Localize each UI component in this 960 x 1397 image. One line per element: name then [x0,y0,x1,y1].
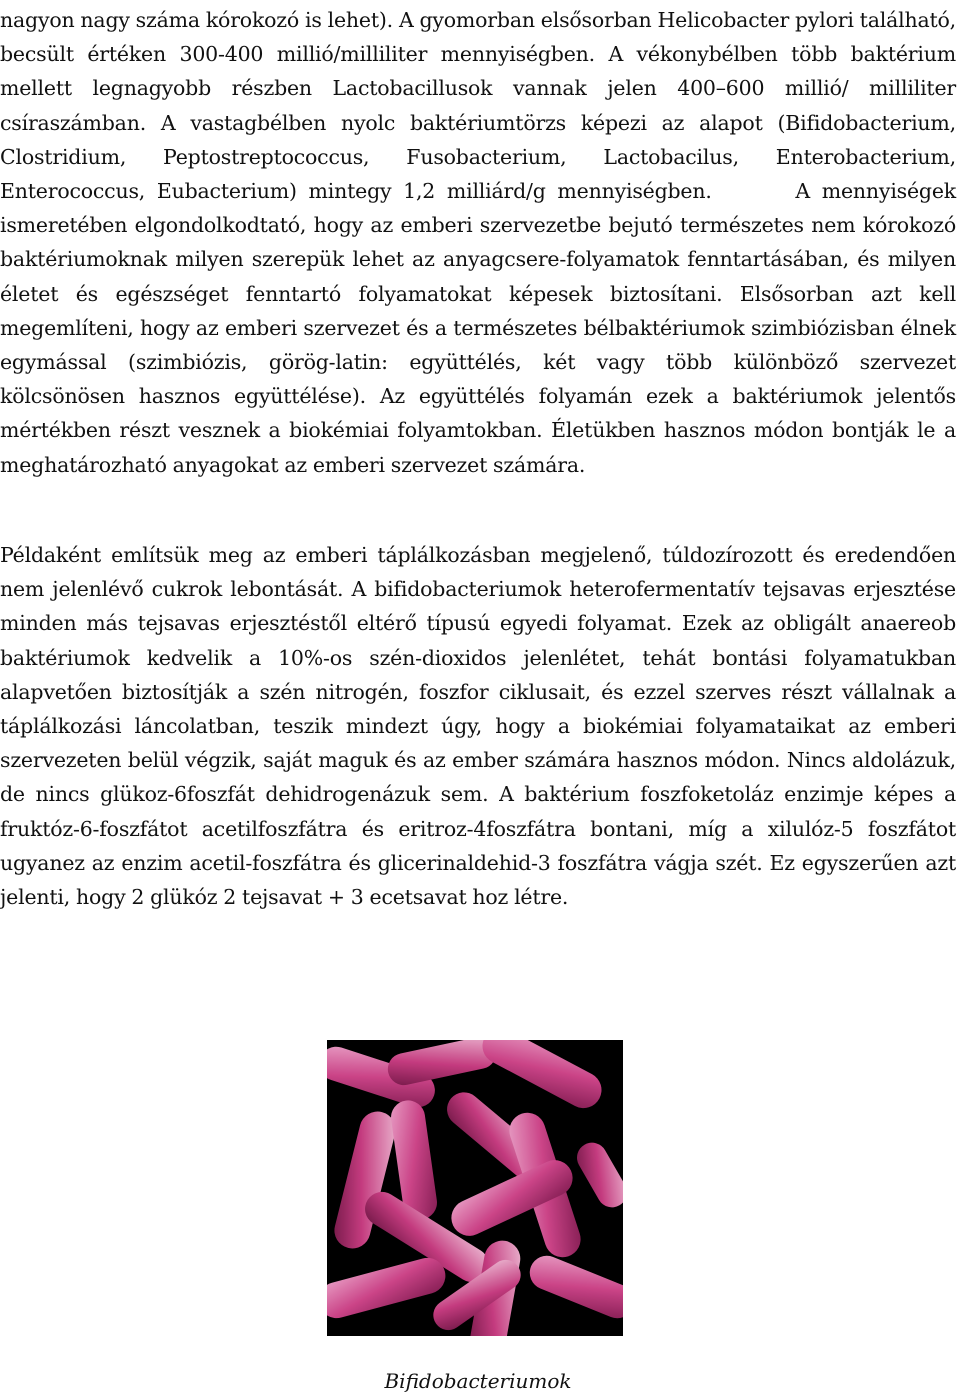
sentence: Az együttélés folyamán ezek a baktériumok jelentős mértékben részt vesznek a biokémiai folyamtokban. [0,384,956,443]
paragraph-1 [0,3,956,482]
paragraph-2 [0,538,956,914]
sentence: A mennyiségek ismeretében elgondolkodtató, hogy az emberi szervezetbe bejutó természetes nem kórokozó baktériumoknak milyen szerepük lehet az anyagcsere-folyamatok fenntartásában, és milyen életet és egészséget fenntartó folyamatokat képesek biztosítani. [0,179,956,306]
sentence: A baktérium foszfoketoláz enzimje képes a fruktóz-6-foszfátot acetilfoszfátra és eritroz-4foszfátra bontani, míg a xilulóz-5 foszfátot ugyanez az enzim acetil-foszfátra és glicerinaldehid-3 foszfátra vágja szét. [0,782,956,875]
sentence: Életükben hasznos módon bontják le a meghatározható anyagokat az emberi szervezet számára. [0,418,956,477]
bacteria-micrograph [327,1040,623,1336]
sentence: Elsősorban azt kell megemlíteni, hogy az emberi szervezet és a természetes bélbaktériumok szimbiózisban élnek egymással (szimbiózis, görög-latin: együttélés, két vagy több különböző szervezet kölcsönösen hasznos együttélése). [0,281,956,409]
sentence: A vékonybélben több baktérium mellett legnagyobb részben Lactobacillusok vannak jelen 400–600 millió/ milliliter csíraszámban. [0,42,956,135]
sentence: Ezek az obligált anaereob baktériumok kedvelik a 10%-os szén-dioxidos jelenlétet, tehát bontási folyamatukban alapvetően biztosítják a szén nitrogén, foszfor ciklusait, és ezzel szerves részt vállalnak a táplálkozási láncolatban, teszik mindezt úgy, hogy a biokémiai folyamataikat az emberi szervezeten belül végzik, saját maguk és az ember számára hasznos módon. [0,611,956,773]
sentence: A bifidobacteriumok heterofermentatív tejsavas erjesztése minden más tejsavas erjesztéstől eltérő típusú egyedi folyamat. [0,577,956,636]
bacteria-micrograph-image [327,1040,623,1336]
sentence: Példaként említsük meg az emberi táplálkozásban megjelenő, túldozírozott és eredendően nem jelenlévő cukrok lebontását. [0,543,956,602]
sentence: A gyomorban elsősorban Helicobacter pylori található, becsült értéken 300-400 millió/milliliter mennyiségben. [0,8,957,67]
sentence: Nincs aldolázuk, de nincs glükoz-6foszfát dehidrogenázuk sem. [0,748,956,807]
sentence: nagyon nagy száma kórokozó is lehet). [0,8,399,32]
figure-caption: Bifidobacteriumok [384,1369,572,1393]
sentence: Ez egyszerűen azt jelenti, hogy 2 glükóz 2 tejsavat + 3 ecetsavat hoz létre. [0,850,956,910]
sentence: A vastagbélben nyolc baktériumtörzs képezi az alapot (Bifidobacterium, Clostridium, Peptostreptococcus, Fusobacterium, Lactobacilus, Enterobacterium, Enterococcus, Eubacterium) mintegy 1,2 milliárd/g mennyiségben. [0,110,956,204]
